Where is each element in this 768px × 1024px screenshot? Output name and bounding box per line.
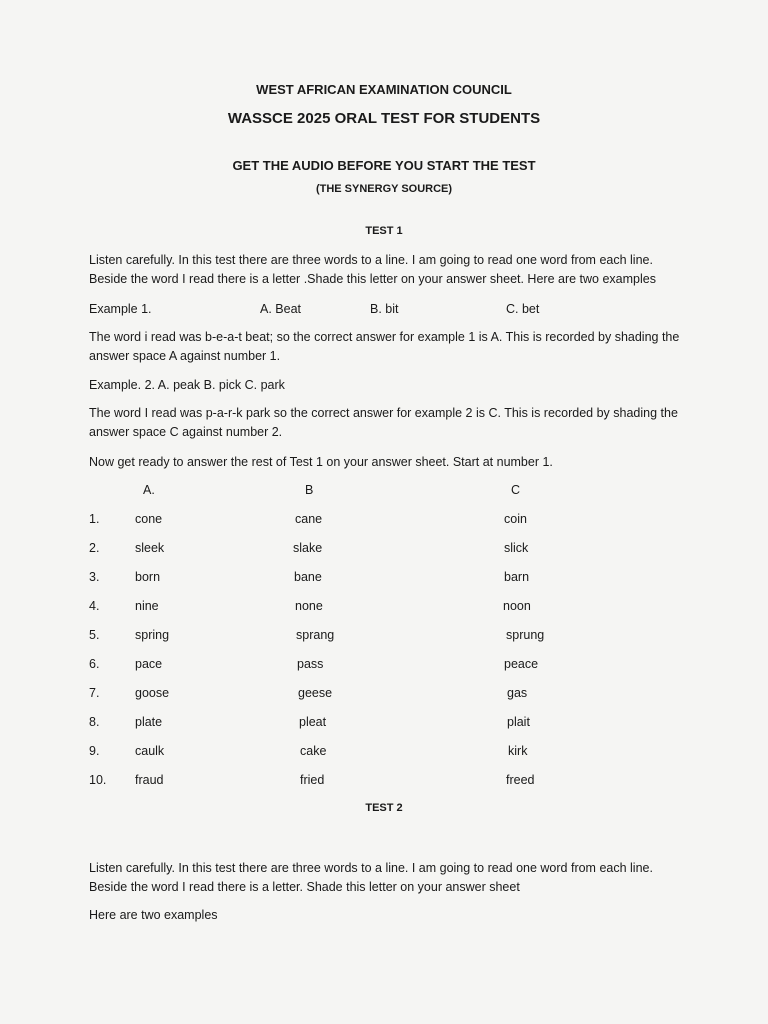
option-b: cake <box>300 744 327 758</box>
option-b: cane <box>295 512 323 526</box>
test2-examples-note: Here are two examples <box>89 908 218 922</box>
row-number: 1. <box>89 512 100 526</box>
example1-option-c: C. bet <box>506 302 540 316</box>
test1-instruction: Now get ready to answer the rest of Test 1 on your answer sheet. Start at number 1. <box>89 455 553 469</box>
example1-option-b: B. bit <box>370 302 399 316</box>
page-title: WASSCE 2025 ORAL TEST FOR STUDENTS <box>227 110 541 127</box>
option-a: spring <box>135 628 170 642</box>
option-b: geese <box>298 686 333 700</box>
option-a: pace <box>135 657 163 671</box>
option-a: goose <box>135 686 170 700</box>
option-c: barn <box>504 570 530 584</box>
column-header-b: B <box>305 483 314 497</box>
row-number: 4. <box>89 599 100 613</box>
row-number: 9. <box>89 744 100 758</box>
option-c: kirk <box>508 744 528 758</box>
option-a: born <box>135 570 161 584</box>
option-a: fraud <box>135 773 164 787</box>
option-c: slick <box>504 541 529 555</box>
table-row <box>0 512 768 531</box>
row-number: 5. <box>89 628 100 642</box>
option-a: plate <box>135 715 163 729</box>
table-row <box>0 541 768 560</box>
example1-option-a: A. Beat <box>260 302 301 316</box>
org-heading: WEST AFRICAN EXAMINATION COUNCIL <box>256 82 512 97</box>
table-row <box>0 570 768 589</box>
test2-intro: Listen carefully. In this test there are three words to a line. I am going to read one word from each line. Beside the word I read there is a letter. Shade this letter on your answer sheet <box>89 861 653 894</box>
table-row <box>0 599 768 618</box>
row-number: 8. <box>89 715 100 729</box>
test2-heading: TEST 2 <box>365 802 403 814</box>
row-number: 7. <box>89 686 100 700</box>
option-c: sprung <box>506 628 545 642</box>
option-c: coin <box>504 512 527 526</box>
example2-line: Example. 2. A. peak B. pick C. park <box>89 378 285 392</box>
source-label: (THE SYNERGY SOURCE) <box>315 183 453 195</box>
table-row <box>0 686 768 705</box>
option-c: peace <box>504 657 539 671</box>
example2-explanation: The word I read was p-a-r-k park so the correct answer for example 2 is C. This is recorded by shading the answer space C against number 2. <box>89 406 678 439</box>
option-c: noon <box>503 599 531 613</box>
row-number: 10. <box>89 773 107 787</box>
option-b: fried <box>300 773 325 787</box>
row-number: 6. <box>89 657 100 671</box>
option-a: nine <box>135 599 159 613</box>
table-row <box>0 715 768 734</box>
table-row <box>0 657 768 676</box>
row-number: 3. <box>89 570 100 584</box>
option-b: pass <box>297 657 324 671</box>
option-b: slake <box>293 541 323 555</box>
table-row <box>0 744 768 763</box>
option-c: freed <box>506 773 535 787</box>
option-b: sprang <box>296 628 335 642</box>
row-number: 2. <box>89 541 100 555</box>
option-a: cone <box>135 512 163 526</box>
option-a: sleek <box>135 541 165 555</box>
option-c: plait <box>507 715 530 729</box>
option-c: gas <box>507 686 528 700</box>
option-b: pleat <box>299 715 327 729</box>
option-b: none <box>295 599 323 613</box>
test1-heading: TEST 1 <box>365 225 403 237</box>
example1-explanation: The word i read was b-e-a-t beat; so the correct answer for example 1 is A. This is recorded by shading the answer space A against number 1. <box>89 330 680 363</box>
column-header-a: A. <box>143 483 155 497</box>
example1-label: Example 1. <box>89 302 152 316</box>
table-row <box>0 773 768 792</box>
table-row <box>0 628 768 647</box>
option-b: bane <box>294 570 322 584</box>
column-header-c: C <box>511 483 521 497</box>
option-a: caulk <box>135 744 165 758</box>
audio-note-heading: GET THE AUDIO BEFORE YOU START THE TEST <box>232 158 536 173</box>
test1-intro: Listen carefully. In this test there are three words to a line. I am going to read one word from each line. Beside the word I read there is a letter .Shade this letter on your answer sheet. Here are two examples <box>89 253 656 286</box>
